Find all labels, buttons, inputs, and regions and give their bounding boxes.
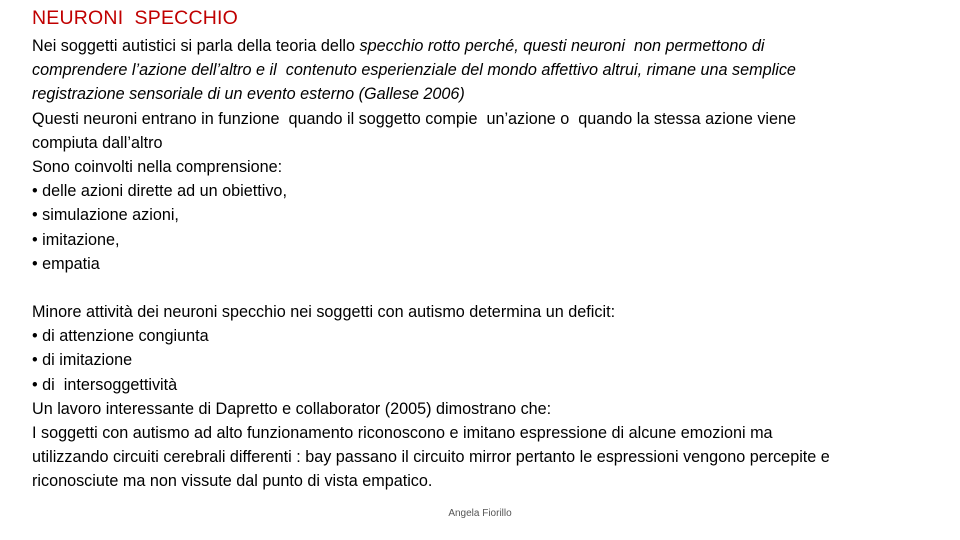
bullet-item: • di attenzione congiunta: [32, 327, 209, 346]
paragraph-1-line-2: comprendere l’azione dell’altro e il contenuto esperienziale del mondo affettivo altrui, rimane una semplice: [32, 61, 796, 80]
paragraph-1-text: Nei soggetti autistici si parla della teoria dello: [32, 37, 360, 55]
footer-author: Angela Fiorillo: [448, 508, 512, 519]
paragraph-1-italic: specchio rotto perché, questi neuroni non permettono di: [359, 37, 765, 55]
paragraph-5-line-1: Un lavoro interessante di Dapretto e collaborator (2005) dimostrano che:: [32, 399, 552, 418]
spacer: [32, 276, 952, 300]
bullet-item: • di imitazione: [32, 351, 133, 370]
slide-title: NEURONI SPECCHIO: [32, 7, 239, 29]
bullet-item: • empatia: [32, 254, 100, 273]
paragraph-2-line-2: compiuta dall’altro: [32, 133, 163, 152]
paragraph-5-line-2: I soggetti con autismo ad alto funzionamento riconoscono e imitano espressione di alcune emozioni ma: [32, 424, 773, 442]
slide-body: [32, 34, 952, 494]
bullet-item: • delle azioni dirette ad un obiettivo,: [32, 182, 287, 201]
bullet-item: • imitazione,: [32, 230, 120, 249]
paragraph-3-intro: Sono coinvolti nella comprensione:: [32, 157, 283, 176]
paragraph-1-line-1: [32, 34, 952, 58]
paragraph-2-line-1: Questi neuroni entrano in funzione quando il soggetto compie un’azione o quando la stessa azione viene: [32, 109, 797, 128]
paragraph-1-line-3: registrazione sensoriale di un evento esterno (Gallese 2006): [32, 85, 465, 104]
bullet-item: • di intersoggettività: [32, 375, 178, 394]
paragraph-5-line-4: riconosciute ma non vissute dal punto di vista empatico.: [32, 472, 433, 491]
paragraph-4-intro: Minore attività dei neuroni specchio nei soggetti con autismo determina un deficit:: [32, 303, 616, 322]
paragraph-5-line-3: utilizzando circuiti cerebrali differenti : bay passano il circuito mirror pertanto le espressioni vengono percepite e: [32, 448, 830, 467]
bullet-item: • simulazione azioni,: [32, 206, 179, 225]
